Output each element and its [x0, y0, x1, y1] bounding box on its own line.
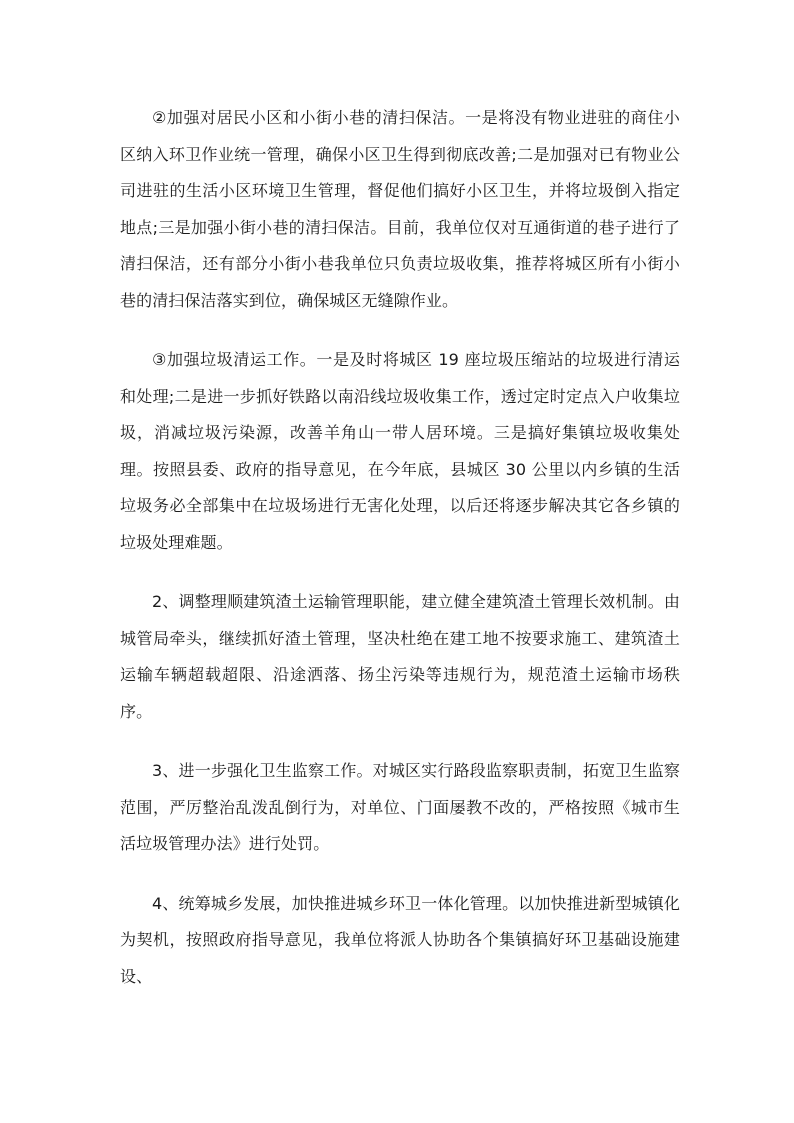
- paragraph-sanitation-inspection: 3、进一步强化卫生监察工作。对城区实行路段监察职责制，拓宽卫生监察范围，严厉整治乱泼乱倒行为，对单位、门面屡教不改的，严格按照《城市生活垃圾管理办法》进行处罚。: [120, 761, 680, 853]
- document-body: [120, 100, 680, 1018]
- paragraph-urban-rural-integration: 4、统筹城乡发展，加快推进城乡环卫一体化管理。以加快推进新型城镇化为契机，按照政府指导意见，我单位将派人协助各个集镇搞好环卫基础设施建设、: [120, 893, 680, 986]
- paragraph-garbage-transport: ③加强垃圾清运工作。一是及时将城区 19 座垃圾压缩站的垃圾进行清运和处理;二是进一步抓好铁路以南沿线垃圾收集工作，透过定时定点入户收集垃圾，消减垃圾污染源，改善羊角山一带人居环境。三是搞好集镇垃圾收集处理。按照县委、政府的指导意见，在今年底，县城区 30 公里以内乡镇的生活垃圾务必全部集中在垃圾场进行无害化处理，以后还将逐步解决其它各乡镇的垃圾处理难题。: [120, 350, 680, 552]
- paragraph-residential-cleaning: ②加强对居民小区和小街小巷的清扫保洁。一是将没有物业进驻的商住小区纳入环卫作业统一管理，确保小区卫生得到彻底改善;二是加强对已有物业公司进驻的生活小区环境卫生管理，督促他们搞好小区卫生，并将垃圾倒入指定地点;三是加强小街小巷的清扫保洁。目前，我单位仅对互通街道的巷子进行了清扫保洁，还有部分小街小巷我单位只负责垃圾收集，推荐将城区所有小街小巷的清扫保洁落实到位，确保城区无缝隙作业。: [120, 108, 680, 310]
- paragraph-construction-waste: 2、调整理顺建筑渣土运输管理职能，建立健全建筑渣土管理长效机制。由城管局牵头，继续抓好渣土管理，坚决杜绝在建工地不按要求施工、建筑渣土运输车辆超载超限、沿途洒落、扬尘污染等违规行为，规范渣土运输市场秩序。: [120, 592, 680, 721]
